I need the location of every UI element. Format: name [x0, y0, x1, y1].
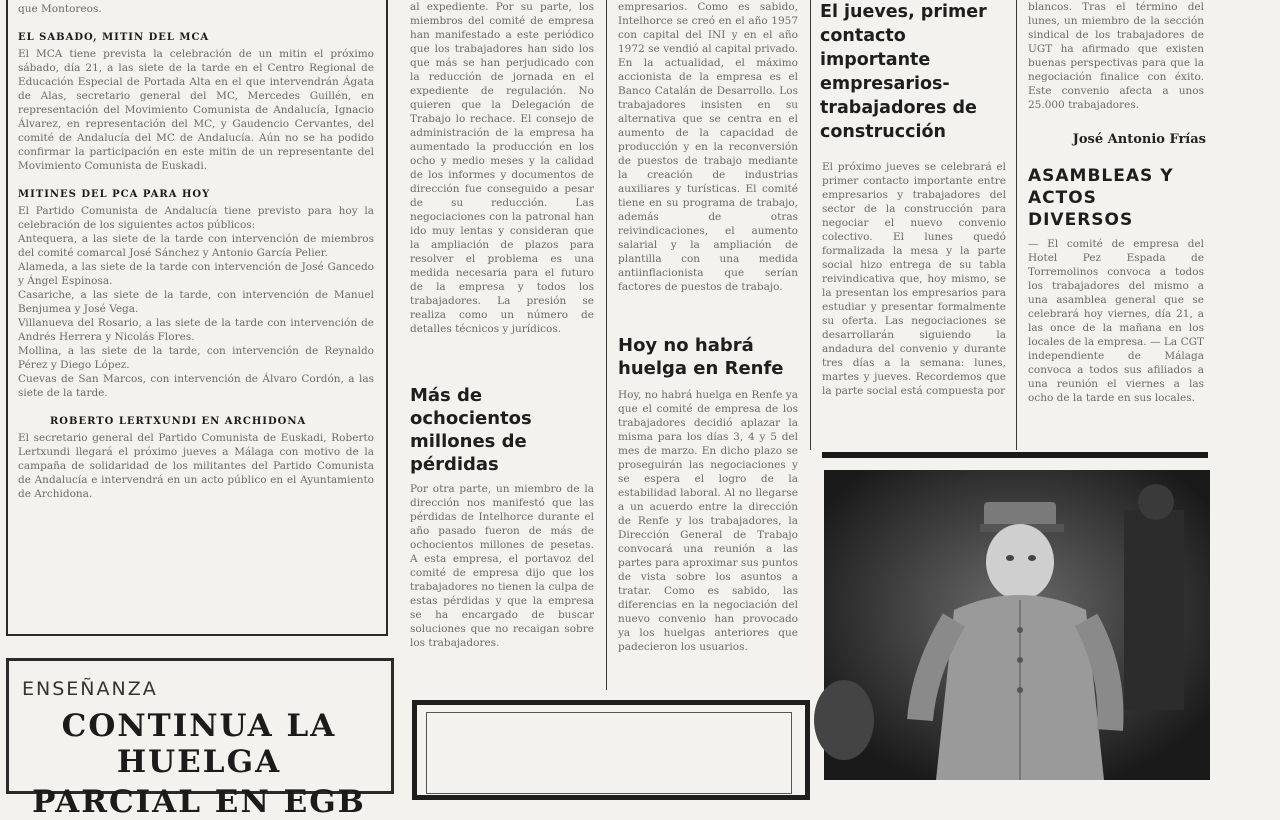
- pca-paragraph: Antequera, a las siete de la tarde con intervención de miembros del comité comarcal José Sánchez y Antonio García Pelier.: [18, 233, 374, 259]
- heading-mitin-mca: EL SABADO, MITIN DEL MCA: [18, 32, 210, 43]
- renfe-paragraph: Hoy, no habrá huelga en Renfe ya que el comité de empresa de los trabajadores decidió aplazar la misma para los días 3, 4 y 5 del mes de marzo. En dicho plazo se proseguirán las negociaciones y se espera el logro de la estabilidad laboral. Al no llegarse a un acuerdo entre la dirección de Renfe y los trabajadores, la Dirección General de Trabajo convocará una reunión a las partes para aproximar sus puntos de vista sobre los asuntos a tratar. Como es sabido, las diferencias en la negociación del nuevo convenio han provocado ya los huelgas anteriores que padecieron los usuarios.: [618, 389, 798, 653]
- construccion-headline: El jueves, primer contacto importante empresarios-trabajadores de construcción: [820, 2, 987, 142]
- middle-column: [402, 0, 602, 690]
- ensenanza-headline-line2: PARCIAL EN EGB: [32, 784, 366, 820]
- lertxundi-paragraph: El secretario general del Partido Comunista de Euskadi, Roberto Lertxundi llegará el próximo jueves a Málaga con motivo de la campaña de solidaridad de los militantes del Partido Comunista de Andalucía e intervendrá en un acto público en el Ayuntamiento de Archidona.: [18, 432, 374, 500]
- pca-paragraph: Cuevas de San Marcos, con intervención de Álvaro Cordón, a las siete de la tarde.: [18, 373, 374, 399]
- middle-bottom-paragraph: Por otra parte, un miembro de la dirección nos manifestó que las pérdidas de Intelhorce durante el año pasado fueron de más de ochocientos millones de pesetas. A esta empresa, el portavoz del comité de empresa dijo que los trabajadores no tienen la culpa de estas pérdidas y que la empresa se ha encargado de buscar soluciones que no recaigan sobre los trabajadores.: [410, 483, 594, 649]
- third-column: [610, 0, 806, 690]
- ensenanza-section-label: ENSEÑANZA: [22, 678, 158, 700]
- bottom-box-inner-border: [426, 712, 792, 794]
- ensenanza-content: [16, 672, 382, 820]
- mca-paragraph: El MCA tiene prevista la celebración de un mitin el próximo sábado, día 21, a las siete de la tarde en el Centro Regional de Educación Especial de Portada Alta en el que intervendrán Ágata de Alas, secretario general del MC, Mercedes Guillén, en representación del Movimiento Comunista de Andalucía, Ignacio Álvarez, en representación del MC, y Gaudencio Cervantes, del comité de Andalucía del MC de Andalucía. Aún no se ha podido confirmar la participación en este mitin de un representante del Movimiento Comunista de Euskadi.: [18, 48, 374, 172]
- asambleas-headline: ASAMBLEAS Y ACTOS DIVERSOS: [1028, 166, 1174, 230]
- heading-mitines-pca: MITINES DEL PCA PARA HOY: [18, 189, 211, 200]
- third-top-paragraph: empresarios. Como es sabido, Intelhorce se creó en el año 1957 con capital del INI y en el año 1972 se vendió al capital privado. En la actualidad, el máximo accionista de la empresa es el Banco Catalán de Desarrollo. Los trabajadores insisten en su alternativa que se centra en el aumento de la capacidad de producción y en la reconversión de puestos de trabajo mediante la creación de industrias auxiliares y turísticas. El comité tiene en su programa de trabajo, además de otras reivindicaciones, el aumento salarial y la ampliación de plantilla con una medida antiinflacionista que serían factores de puestos de trabajo.: [618, 1, 798, 293]
- column-rule: [606, 0, 607, 690]
- pca-paragraph: Alameda, a las siete de la tarde con intervención de José Gancedo y Ángel Espinosa.: [18, 261, 374, 287]
- left-intro-paragraph: que Montoreos.: [18, 3, 102, 15]
- column-rule: [810, 0, 811, 450]
- asambleas-paragraph: — El comité de empresa del Hotel Pez Espada de Torremolinos convoca a todos los trabajadores del mismo a una asamblea general que se celebrará hoy viernes, día 21, a las once de la mañana en los locales de la empresa. — La CGT independiente de Málaga convoca a todos sus afiliados a una reunión el viernes a las ocho de la tarde en sus locales.: [1028, 238, 1204, 404]
- byline: José Antonio Frías: [1072, 132, 1206, 147]
- pca-paragraph: Mollina, a las siete de la tarde, con intervención de Reynaldo Pérez y Diego López.: [18, 345, 374, 371]
- pca-paragraph: El Partido Comunista de Andalucía tiene previsto para hoy la celebración de los siguientes actos públicos:: [18, 205, 374, 231]
- column-rule: [1016, 0, 1017, 450]
- photo-boy-in-uniform: [824, 470, 1210, 780]
- news-photo: [824, 470, 1210, 780]
- fourth-column: [814, 0, 1014, 448]
- pca-paragraph: Casariche, a las siete de la tarde, con intervención de Manuel Benjumea y José Vega.: [18, 289, 374, 315]
- left-column: [10, 0, 382, 630]
- pca-paragraph: Villanueva del Rosario, a las siete de la tarde con intervención de Andrés Herrera y Nicolás Flores.: [18, 317, 374, 343]
- fifth-column: [1020, 0, 1212, 448]
- renfe-headline: Hoy no habrá huelga en Renfe: [618, 335, 784, 379]
- photo-top-rule: [822, 452, 1208, 458]
- middle-top-paragraph: al expediente. Por su parte, los miembros del comité de empresa han manifestado a este periódico que los trabajadores han sido los que más se han perjudicado con la reducción de jornada en el expediente de regulación. No quieren que la Delegación de Trabajo lo rechace. El consejo de administración de la empresa ha aumentado la producción en los ocho y medio meses y la calidad de los informes y documentos de dirección fue conseguido a pesar de su reducción. Las negociaciones con la patronal han ido muy lentas y consideran que la ampliación de plazos para resolver el problema es una medida necesaria para el futuro de la empresa y todos los trabajadores. La presión se realiza como un número de detalles técnicos y jurídicos.: [410, 1, 594, 335]
- construccion-paragraph: El próximo jueves se celebrará el primer contacto importante entre empresarios y trabajadores del sector de la construcción para negociar el nuevo convenio colectivo. El lunes quedó formalizada la mesa y la parte social hizo entrega de su tabla reivindicativa que, hoy mismo, se la presentan los empresarios para estudiar y presentar formalmente su oferta. Las negociaciones se desarrollarán siguiendo la andadura del convenio y durante tres días a la semana: lunes, martes y jueves. Recordemos que la parte social está compuesta por: [822, 161, 1006, 397]
- middle-headline: Más de ochocientos millones de pérdidas: [410, 385, 532, 475]
- ensenanza-headline-line1: CONTINUA LA HUELGA: [61, 708, 337, 780]
- heading-lertxundi: ROBERTO LERTXUNDI EN ARCHIDONA: [50, 416, 307, 427]
- fifth-top-paragraph: blancos. Tras el término del lunes, un miembro de la sección sindical de los trabajadores de UGT ha afirmado que existen buenas perspectivas para que la negociación finalice con éxito. Este convenio afecta a unos 25.000 trabajadores.: [1028, 1, 1204, 111]
